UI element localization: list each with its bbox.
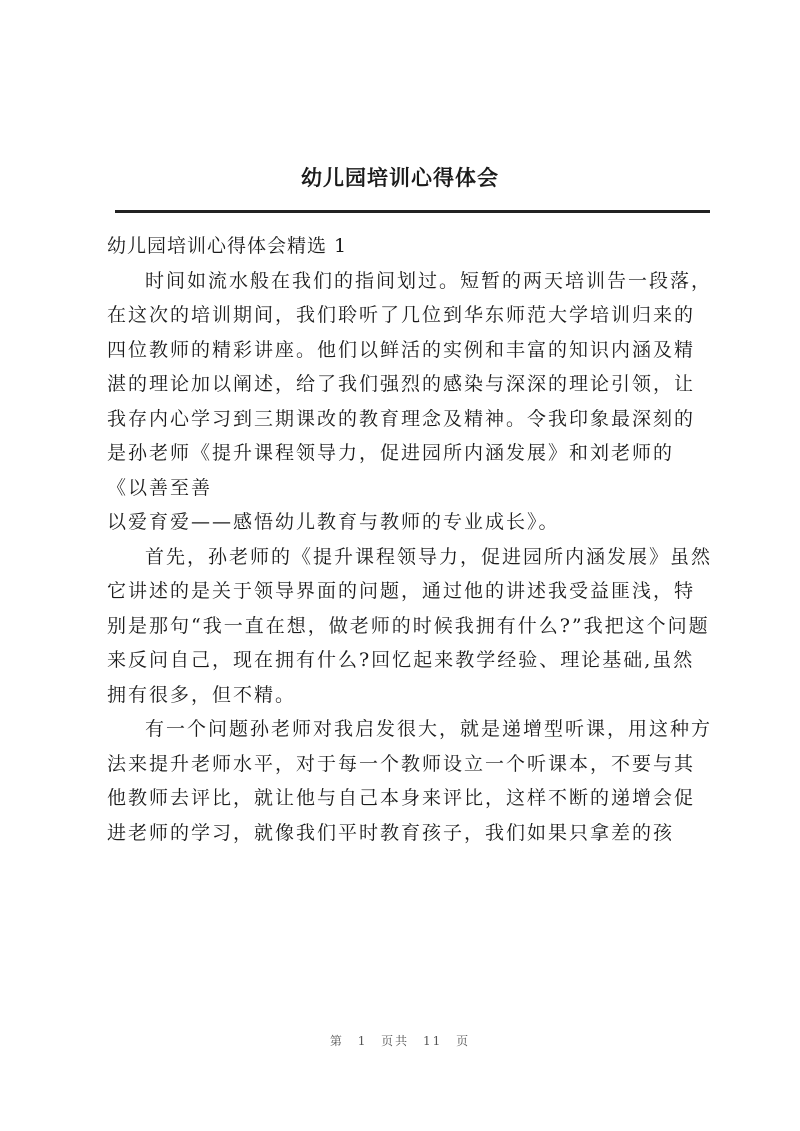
- document-body: [107, 229, 715, 850]
- paragraph: 以爱育爱——感悟幼儿教育与教师的专业成长》。: [107, 511, 560, 533]
- paragraph: 时间如流水般在我们的指间划过。短暂的两天培训告一段落，在这次的培训期间，我们聆听了几位到华东师范大学培训归来的四位教师的精彩讲座。他们以鲜活的实例和丰富的知识内涵及精湛的理论加以阐述，给了我们强烈的感染与深深的理论引领，让我存内心学习到三期课改的教育理念及精神。令我印象最深刻的是孙老师《提升课程领导力，促进园所内涵发展》和刘老师的《以善至善: [107, 269, 713, 499]
- title-divider: [115, 210, 710, 213]
- document-title: 幼儿园培训心得体会: [301, 165, 499, 190]
- page-footer: 第 1 页共 11 页: [329, 1034, 471, 1048]
- section-heading: 幼儿园培训心得体会精选 1: [107, 235, 348, 257]
- paragraph: 有一个问题孙老师对我启发很大，就是递增型听课，用这种方法来提升老师水平，对于每一个教师设立一个听课本，不要与其他教师去评比，就让他与自己本身来评比，这样不断的递增会促进老师的学习，就像我们平时教育孩子，我们如果只拿差的孩: [107, 718, 713, 844]
- paragraph: 首先，孙老师的《提升课程领导力，促进园所内涵发展》虽然它讲述的是关于领导界面的问题，通过他的讲述我受益匪浅，特别是那句“我一直在想，做老师的时候我拥有什么?”我把这个问题来反问自己，现在拥有什么?回忆起来教学经验、理论基础,虽然拥有很多，但不精。: [107, 545, 713, 706]
